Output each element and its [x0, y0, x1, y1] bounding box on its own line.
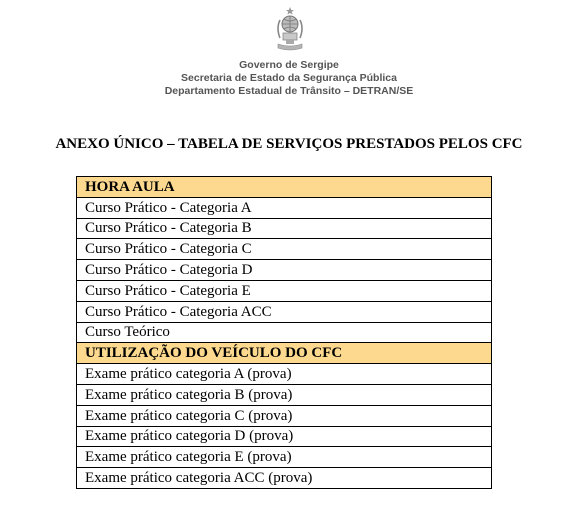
document-title: ANEXO ÚNICO – TABELA DE SERVIÇOS PRESTADOS PELOS CFC [55, 136, 523, 152]
table-row [77, 322, 492, 343]
service-cell: Curso Teórico [77, 322, 492, 343]
service-cell: Curso Prático - Categoria C [77, 239, 492, 260]
table-row [77, 197, 492, 218]
table-row [77, 218, 492, 239]
service-cell: Curso Prático - Categoria ACC [77, 301, 492, 322]
government-header-lines [0, 59, 578, 98]
table-row [77, 301, 492, 322]
government-name: Governo de Sergipe [239, 59, 339, 71]
service-cell: Exame prático categoria ACC (prova) [77, 468, 492, 489]
table-row [77, 260, 492, 281]
table-row [77, 280, 492, 301]
services-table [76, 176, 492, 489]
service-cell: Exame prático categoria C (prova) [77, 405, 492, 426]
department-name: Departamento Estadual de Trânsito – DETRAN/SE [164, 85, 414, 97]
service-cell: Curso Prático - Categoria E [77, 280, 492, 301]
section-row-utilizacao-veiculo [77, 343, 492, 364]
sergipe-coat-of-arms-icon [272, 6, 308, 52]
service-cell: Exame prático categoria A (prova) [77, 364, 492, 385]
service-cell: Curso Prático - Categoria A [77, 197, 492, 218]
section-heading-cell: UTILIZAÇÃO DO VEÍCULO DO CFC [77, 343, 492, 364]
table-row [77, 239, 492, 260]
service-cell: Exame prático categoria E (prova) [77, 447, 492, 468]
service-cell: Curso Prático - Categoria B [77, 218, 492, 239]
table-row [77, 384, 492, 405]
service-cell: Curso Prático - Categoria D [77, 260, 492, 281]
table-row [77, 447, 492, 468]
table-row [77, 468, 492, 489]
section-row-hora-aula [77, 177, 492, 198]
service-cell: Exame prático categoria B (prova) [77, 384, 492, 405]
services-table-body [77, 177, 492, 489]
table-row [77, 405, 492, 426]
service-cell: Exame prático categoria D (prova) [77, 426, 492, 447]
table-row [77, 364, 492, 385]
table-row [77, 426, 492, 447]
section-heading-cell: HORA AULA [77, 177, 492, 198]
secretariat-name: Secretaria de Estado da Segurança Pública [181, 72, 397, 84]
